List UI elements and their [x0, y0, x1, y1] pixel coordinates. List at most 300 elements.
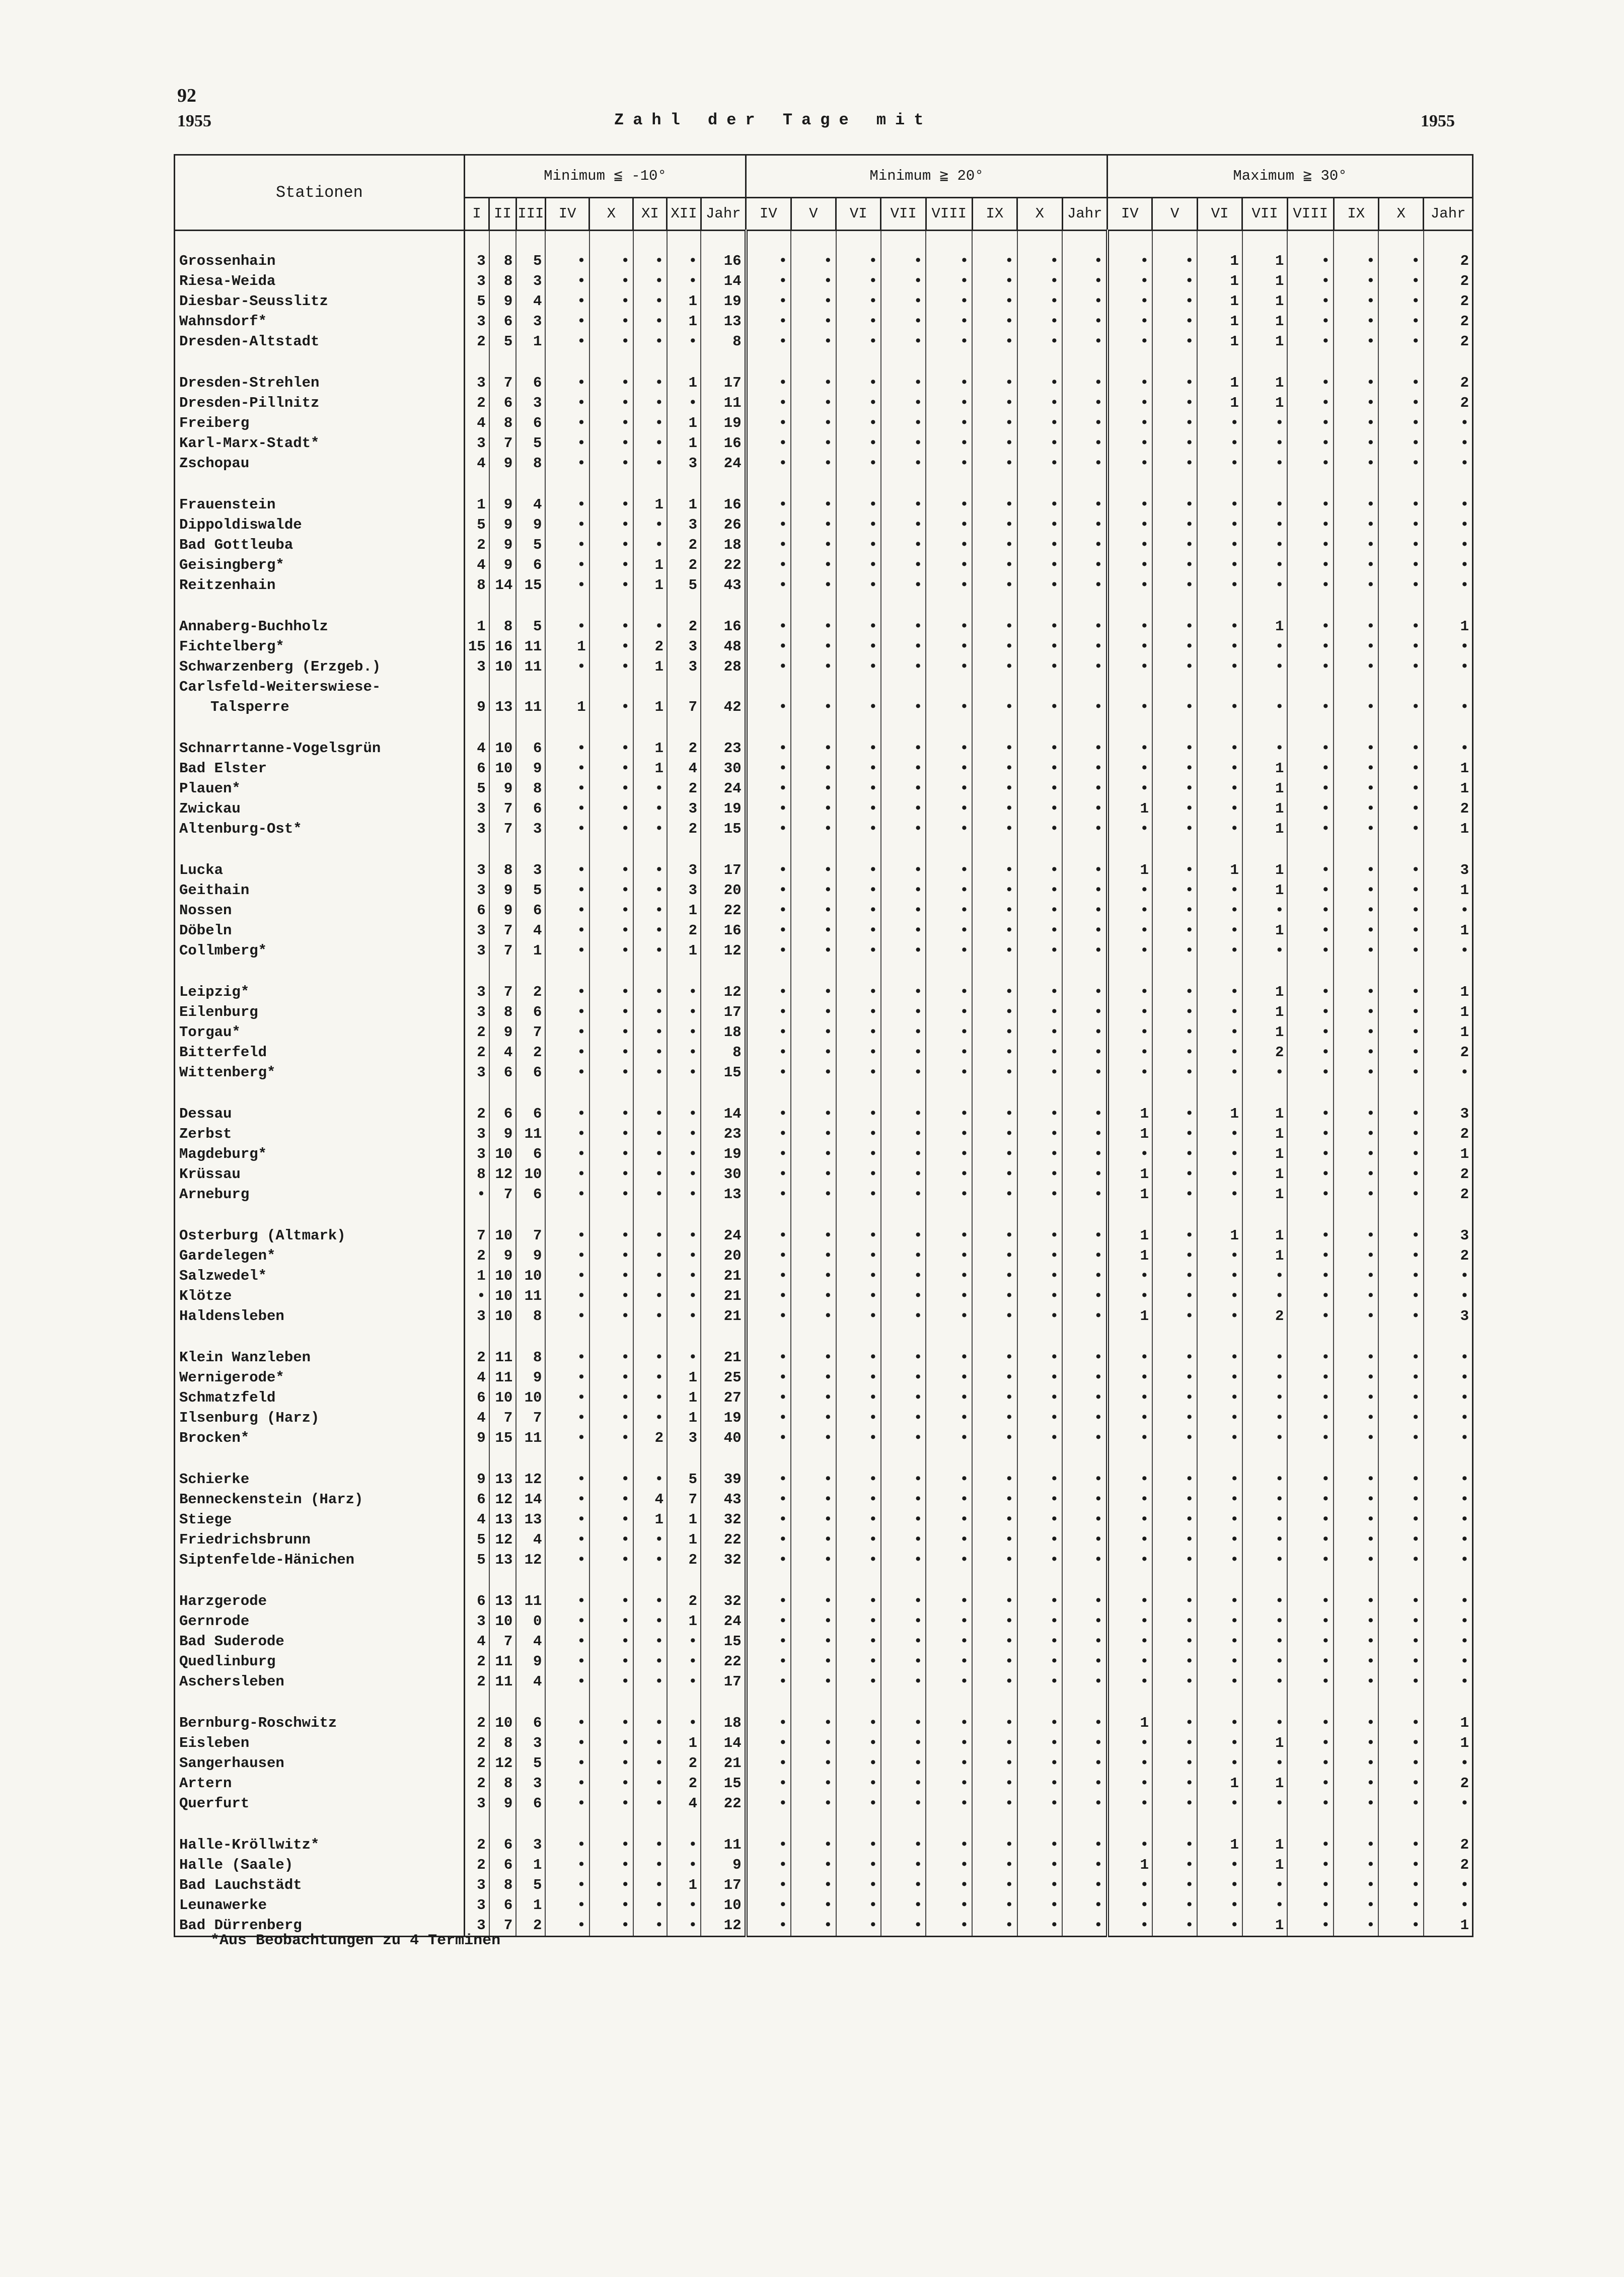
table-cell: •	[1197, 1063, 1242, 1083]
table-cell: •	[589, 1875, 633, 1895]
table-cell: •	[881, 1428, 926, 1448]
table-cell: •	[926, 1713, 972, 1733]
table-cell: •	[1334, 535, 1378, 555]
table-cell: •	[836, 1794, 881, 1814]
table-cell: •	[667, 1266, 701, 1286]
table-cell: •	[1062, 921, 1108, 941]
table-cell: •	[545, 921, 589, 941]
table-cell: •	[836, 393, 881, 413]
table-cell: •	[589, 555, 633, 575]
table-cell: •	[1197, 779, 1242, 799]
table-cell: •	[1334, 413, 1378, 433]
table-cell: •	[972, 454, 1017, 474]
station-name: Dessau	[175, 1104, 465, 1124]
table-cell: •	[1242, 1591, 1287, 1611]
table-cell: 1	[516, 332, 545, 352]
table-row	[175, 291, 1473, 312]
table-cell: 5	[464, 1550, 489, 1570]
table-cell: •	[1378, 1063, 1423, 1083]
table-cell: 1	[1242, 982, 1287, 1002]
table-cell: •	[791, 454, 836, 474]
table-cell: •	[926, 1916, 972, 1937]
table-cell: •	[926, 535, 972, 555]
table-cell: 8	[489, 271, 516, 291]
table-cell: 11	[489, 1348, 516, 1368]
table-cell: •	[633, 921, 667, 941]
table-cell: •	[1287, 1632, 1334, 1652]
table-cell: •	[1017, 1774, 1062, 1794]
table-cell: •	[1197, 555, 1242, 575]
table-cell: •	[926, 941, 972, 961]
table-cell: 2	[667, 555, 701, 575]
table-cell: •	[972, 1348, 1017, 1368]
table-row	[175, 1428, 1473, 1448]
table-cell: •	[972, 373, 1017, 393]
table-row	[175, 1672, 1473, 1692]
table-cell: •	[545, 373, 589, 393]
table-cell: •	[545, 941, 589, 961]
table-cell: •	[1287, 1733, 1334, 1753]
table-cell: •	[1017, 617, 1062, 637]
table-cell: •	[1378, 1733, 1423, 1753]
table-cell: •	[1152, 291, 1197, 312]
table-cell: •	[464, 1286, 489, 1306]
table-cell: •	[1334, 739, 1378, 759]
table-cell: •	[1108, 901, 1152, 921]
table-cell: 1	[1242, 617, 1287, 637]
table-cell: 1	[1197, 332, 1242, 352]
table-cell: •	[881, 1855, 926, 1875]
table-cell: •	[1197, 1266, 1242, 1286]
table-cell: •	[1334, 1124, 1378, 1144]
table-cell: •	[1424, 1470, 1473, 1490]
table-cell: •	[881, 1774, 926, 1794]
table-cell: •	[881, 1063, 926, 1083]
station-name: Nossen	[175, 901, 465, 921]
table-cell: 9	[489, 555, 516, 575]
table-cell: 1	[1108, 799, 1152, 819]
table-cell: •	[746, 1388, 791, 1408]
table-cell: •	[1108, 1043, 1152, 1063]
column-header: VII	[1242, 198, 1287, 231]
table-cell: 7	[667, 1490, 701, 1510]
table-cell: •	[589, 1428, 633, 1448]
table-cell: 3	[464, 1124, 489, 1144]
table-cell: 1	[667, 1611, 701, 1632]
table-cell: •	[1287, 1002, 1334, 1022]
table-cell: •	[545, 1144, 589, 1164]
table-cell: •	[881, 1246, 926, 1266]
table-cell: •	[1152, 617, 1197, 637]
table-cell: •	[633, 1733, 667, 1753]
table-row	[175, 251, 1473, 271]
table-cell: 4	[633, 1490, 667, 1510]
table-cell: •	[633, 1286, 667, 1306]
table-cell: •	[972, 617, 1017, 637]
table-cell: •	[1287, 637, 1334, 657]
table-cell: •	[791, 1855, 836, 1875]
table-cell: •	[667, 393, 701, 413]
table-cell: •	[1197, 1185, 1242, 1205]
table-cell: •	[589, 251, 633, 271]
table-cell: •	[545, 1164, 589, 1185]
table-cell: 1	[1242, 1144, 1287, 1164]
table-cell: •	[589, 1733, 633, 1753]
table-cell: 3	[464, 982, 489, 1002]
table-row	[175, 1652, 1473, 1672]
table-cell: •	[972, 1895, 1017, 1916]
table-cell: 3	[667, 860, 701, 880]
table-cell: 6	[464, 1388, 489, 1408]
table-cell: •	[464, 1185, 489, 1205]
table-cell: •	[589, 860, 633, 880]
table-cell: •	[545, 657, 589, 677]
table-cell: •	[791, 1043, 836, 1063]
table-cell: •	[791, 1408, 836, 1428]
table-cell: •	[1152, 1895, 1197, 1916]
table-cell: 10	[516, 1266, 545, 1286]
table-cell: •	[972, 1875, 1017, 1895]
table-cell: 19	[701, 291, 746, 312]
table-cell: •	[836, 657, 881, 677]
table-cell: 4	[516, 1530, 545, 1550]
table-cell	[545, 677, 589, 697]
table-cell: 5	[464, 779, 489, 799]
table-cell: 3	[464, 251, 489, 271]
table-cell: •	[1152, 1774, 1197, 1794]
table-cell: •	[545, 860, 589, 880]
table-cell: 3	[464, 921, 489, 941]
table-cell: •	[791, 1246, 836, 1266]
table-cell: •	[1062, 1470, 1108, 1490]
table-cell: •	[1378, 1043, 1423, 1063]
table-cell: 6	[489, 1104, 516, 1124]
table-cell: •	[1287, 495, 1334, 515]
table-cell: •	[926, 1855, 972, 1875]
table-cell: 4	[464, 1510, 489, 1530]
table-cell: •	[972, 1550, 1017, 1570]
table-cell: •	[836, 1591, 881, 1611]
table-cell: •	[1197, 1428, 1242, 1448]
table-cell: •	[1424, 495, 1473, 515]
table-cell: 1	[1242, 860, 1287, 880]
table-cell: •	[1108, 1063, 1152, 1083]
column-header: XII	[667, 198, 701, 231]
table-row	[175, 739, 1473, 759]
station-name: Grossenhain	[175, 251, 465, 271]
group-header-min-below-minus-10: Minimum ≦ -10°	[464, 155, 746, 198]
table-cell: •	[1334, 1550, 1378, 1570]
table-cell: 8	[489, 1875, 516, 1895]
table-cell: •	[545, 1368, 589, 1388]
table-cell: •	[545, 617, 589, 637]
table-cell: 17	[701, 1875, 746, 1895]
table-cell: •	[1152, 901, 1197, 921]
table-cell: 16	[701, 617, 746, 637]
table-cell: •	[836, 1286, 881, 1306]
table-cell: •	[1152, 880, 1197, 901]
table-cell: •	[667, 1164, 701, 1185]
table-cell: •	[881, 657, 926, 677]
spacer-row	[175, 231, 1473, 252]
table-cell: •	[1287, 1591, 1334, 1611]
table-cell: •	[791, 1490, 836, 1510]
table-cell: •	[1152, 1286, 1197, 1306]
station-name: Brocken*	[175, 1428, 465, 1448]
table-cell: 1	[1424, 617, 1473, 637]
table-cell: 1	[1242, 332, 1287, 352]
table-cell: •	[589, 759, 633, 779]
table-cell: •	[1152, 1470, 1197, 1490]
table-cell: •	[926, 637, 972, 657]
table-cell: •	[926, 697, 972, 717]
table-cell	[1287, 677, 1334, 697]
table-cell: 3	[464, 941, 489, 961]
table-cell: •	[1017, 1855, 1062, 1875]
column-header: XI	[633, 198, 667, 231]
table-cell: •	[1242, 1652, 1287, 1672]
table-cell: 6	[516, 413, 545, 433]
table-cell: •	[1287, 1855, 1334, 1875]
table-cell: 8	[464, 1164, 489, 1185]
table-cell: 4	[516, 921, 545, 941]
table-cell: 8	[489, 251, 516, 271]
table-cell: •	[545, 1855, 589, 1875]
table-cell: •	[1334, 1388, 1378, 1408]
table-cell: •	[1334, 1733, 1378, 1753]
table-cell: •	[926, 251, 972, 271]
table-cell: •	[1424, 1510, 1473, 1530]
table-cell: •	[1334, 271, 1378, 291]
table-cell: •	[926, 617, 972, 637]
table-cell	[1017, 677, 1062, 697]
table-cell: •	[1242, 941, 1287, 961]
spacer-row	[175, 1570, 1473, 1591]
station-name: Bad Dürrenberg	[175, 1916, 465, 1937]
table-cell: •	[1197, 1246, 1242, 1266]
table-cell: •	[1287, 454, 1334, 474]
table-cell: 15	[464, 637, 489, 657]
table-cell: 1	[1242, 1916, 1287, 1937]
table-cell: •	[1152, 312, 1197, 332]
table-cell: •	[1017, 433, 1062, 454]
table-cell: •	[972, 291, 1017, 312]
station-name: Eilenburg	[175, 1002, 465, 1022]
table-cell: •	[1242, 739, 1287, 759]
table-cell: 14	[701, 1104, 746, 1124]
station-name: Sangerhausen	[175, 1753, 465, 1774]
table-cell: •	[746, 1368, 791, 1388]
table-cell: •	[791, 1632, 836, 1652]
table-cell: 22	[701, 1652, 746, 1672]
table-cell: 8	[489, 1774, 516, 1794]
table-cell: •	[633, 251, 667, 271]
table-cell: •	[633, 941, 667, 961]
table-cell: •	[1197, 1591, 1242, 1611]
table-cell: 1	[1197, 1774, 1242, 1794]
table-cell: •	[1242, 1408, 1287, 1428]
table-cell: •	[1108, 1794, 1152, 1814]
table-cell: •	[746, 1002, 791, 1022]
table-cell: •	[667, 1632, 701, 1652]
station-name: Torgau*	[175, 1022, 465, 1043]
table-cell: •	[589, 1550, 633, 1570]
table-cell: •	[1017, 1591, 1062, 1611]
table-cell: •	[1152, 697, 1197, 717]
table-cell: •	[633, 1266, 667, 1286]
table-cell: •	[791, 332, 836, 352]
table-cell: •	[633, 454, 667, 474]
table-cell: •	[1017, 291, 1062, 312]
table-cell: •	[746, 1124, 791, 1144]
table-cell: 3	[464, 860, 489, 880]
table-cell: •	[667, 1124, 701, 1144]
table-cell: •	[1062, 1043, 1108, 1063]
table-cell: •	[836, 1348, 881, 1368]
table-cell: •	[1424, 637, 1473, 657]
table-cell: •	[1062, 657, 1108, 677]
table-cell: •	[1287, 515, 1334, 535]
table-cell: •	[1378, 312, 1423, 332]
table-cell: •	[1197, 637, 1242, 657]
spacer-row	[175, 717, 1473, 739]
table-cell: •	[1424, 1348, 1473, 1368]
table-cell: •	[972, 413, 1017, 433]
table-cell: •	[1197, 1550, 1242, 1570]
table-cell: •	[545, 1652, 589, 1672]
table-cell: 21	[701, 1286, 746, 1306]
table-cell: •	[836, 1530, 881, 1550]
table-cell: •	[1062, 312, 1108, 332]
table-cell: 6	[516, 373, 545, 393]
table-cell: •	[972, 1632, 1017, 1652]
table-cell: 3	[464, 819, 489, 839]
table-cell: •	[1017, 637, 1062, 657]
table-cell: •	[791, 799, 836, 819]
table-cell: •	[589, 575, 633, 596]
table-cell: •	[1017, 1144, 1062, 1164]
table-cell: •	[667, 1895, 701, 1916]
table-cell: 5	[464, 1530, 489, 1550]
table-cell: •	[1197, 1490, 1242, 1510]
table-cell: •	[545, 819, 589, 839]
table-cell: •	[972, 1591, 1017, 1611]
table-cell: •	[1378, 515, 1423, 535]
table-cell: 8	[464, 575, 489, 596]
table-cell: •	[926, 1063, 972, 1083]
table-cell: •	[667, 1144, 701, 1164]
column-header: VI	[1197, 198, 1242, 231]
table-cell: •	[545, 454, 589, 474]
table-cell: •	[1152, 1144, 1197, 1164]
table-cell: •	[972, 1368, 1017, 1388]
table-cell: •	[972, 1611, 1017, 1632]
table-cell: 2	[1424, 1246, 1473, 1266]
table-row	[175, 1022, 1473, 1043]
table-cell: •	[926, 1144, 972, 1164]
table-cell: •	[667, 1652, 701, 1672]
table-cell: 1	[1242, 1104, 1287, 1124]
table-cell: •	[1334, 1774, 1378, 1794]
column-header: Jahr	[1062, 198, 1108, 231]
table-cell: •	[1242, 555, 1287, 575]
table-cell: 1	[667, 433, 701, 454]
station-name: Riesa-Weida	[175, 271, 465, 291]
table-cell: •	[746, 982, 791, 1002]
table-cell: •	[545, 1672, 589, 1692]
table-cell: 1	[1197, 1835, 1242, 1855]
table-cell: 2	[464, 1022, 489, 1043]
table-cell: •	[881, 637, 926, 657]
table-cell: •	[791, 1286, 836, 1306]
table-cell: •	[1108, 1530, 1152, 1550]
table-cell: •	[1197, 1672, 1242, 1692]
table-cell: •	[972, 657, 1017, 677]
table-cell: •	[836, 1266, 881, 1286]
table-cell: •	[972, 1266, 1017, 1286]
table-cell: 1	[1242, 1855, 1287, 1875]
table-row	[175, 413, 1473, 433]
table-cell: •	[633, 1895, 667, 1916]
table-cell: •	[1287, 1916, 1334, 1937]
table-cell	[1242, 677, 1287, 697]
table-row	[175, 657, 1473, 677]
table-cell: •	[1152, 1753, 1197, 1774]
table-cell: •	[836, 1306, 881, 1327]
table-cell: 2	[464, 1753, 489, 1774]
table-cell: •	[881, 332, 926, 352]
table-cell: •	[881, 617, 926, 637]
table-cell: 10	[489, 1713, 516, 1733]
table-cell: 1	[667, 1875, 701, 1895]
table-cell: 1	[1197, 373, 1242, 393]
table-cell: 3	[667, 657, 701, 677]
table-cell: •	[1287, 982, 1334, 1002]
table-cell: •	[633, 901, 667, 921]
table-cell: 1	[667, 1530, 701, 1550]
table-cell: •	[926, 433, 972, 454]
table-cell: 6	[489, 393, 516, 413]
table-cell: •	[926, 1104, 972, 1124]
table-cell: •	[1378, 941, 1423, 961]
table-cell: •	[791, 1895, 836, 1916]
table-cell: •	[1242, 1266, 1287, 1286]
column-header: IV	[746, 198, 791, 231]
table-cell: 9	[516, 1246, 545, 1266]
table-cell: •	[1062, 1266, 1108, 1286]
table-cell: •	[1424, 1591, 1473, 1611]
table-cell: •	[589, 1124, 633, 1144]
table-cell: •	[1424, 1672, 1473, 1692]
table-cell: •	[972, 1226, 1017, 1246]
table-cell: 23	[701, 1124, 746, 1144]
table-cell: •	[1378, 1530, 1423, 1550]
station-name: Harzgerode	[175, 1591, 465, 1611]
table-cell: •	[746, 251, 791, 271]
table-cell: •	[972, 1286, 1017, 1306]
table-cell: •	[746, 454, 791, 474]
table-cell: •	[1287, 1713, 1334, 1733]
table-cell: 15	[701, 1632, 746, 1652]
table-cell: 1	[1108, 1713, 1152, 1733]
table-cell: •	[589, 697, 633, 717]
table-cell: •	[972, 860, 1017, 880]
table-cell: •	[791, 413, 836, 433]
table-cell: •	[1062, 413, 1108, 433]
table-cell: 42	[701, 697, 746, 717]
table-cell: •	[836, 1733, 881, 1753]
table-cell: •	[791, 1428, 836, 1448]
